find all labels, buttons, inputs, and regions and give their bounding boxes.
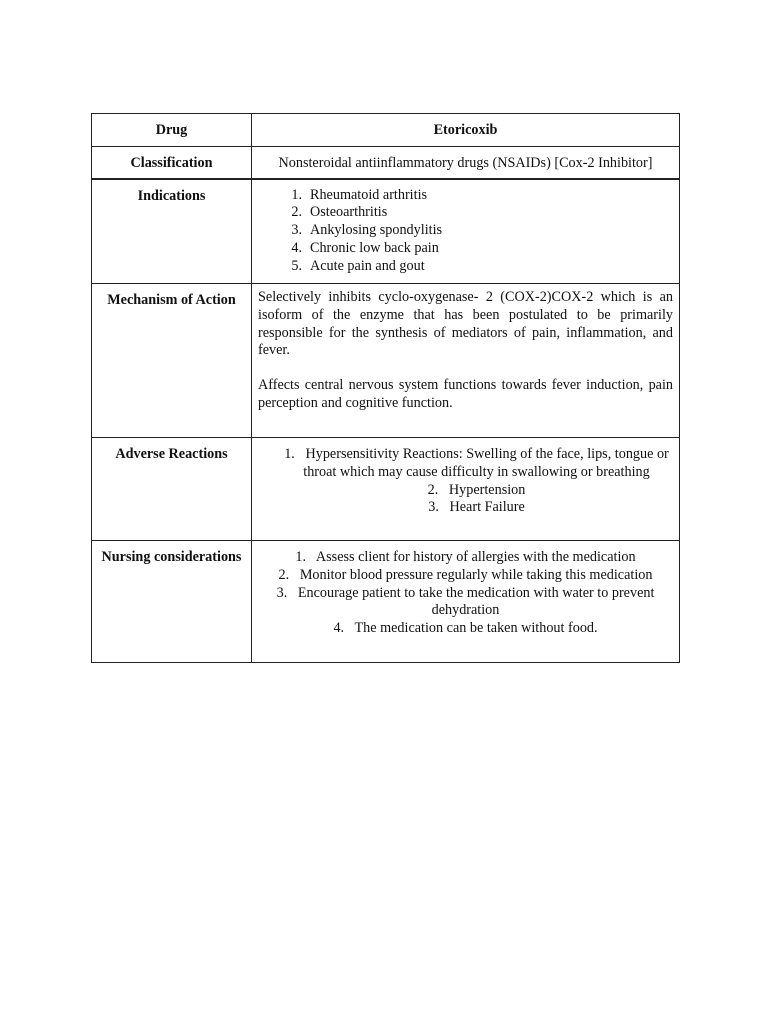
list-item xyxy=(282,499,671,517)
value-cell-nursing xyxy=(252,541,680,663)
item-number: 1. xyxy=(295,549,307,565)
row-indications xyxy=(92,179,680,284)
list-item xyxy=(260,549,671,567)
adverse-list xyxy=(252,438,679,517)
label-cell-indications xyxy=(92,179,252,284)
label-cell-nursing xyxy=(92,541,252,663)
item-text: Hypertension xyxy=(448,481,526,498)
list-item xyxy=(282,482,671,500)
mechanism-paragraph-2: Affects central nervous system functions towards fever induction, pain perception and cognitive function. xyxy=(258,377,673,411)
item-text: Chronic low back pain xyxy=(310,239,439,256)
list-item xyxy=(280,240,679,258)
item-text: Acute pain and gout xyxy=(310,257,425,274)
item-number: 1. xyxy=(291,186,302,203)
mechanism-label: Mechanism of Action xyxy=(107,292,236,308)
value-cell-classification xyxy=(252,147,680,179)
nursing-list xyxy=(252,541,679,638)
item-number: 2. xyxy=(278,566,290,583)
row-mechanism xyxy=(92,284,680,438)
item-number: 4. xyxy=(291,239,302,256)
item-number: 4. xyxy=(333,620,345,637)
value-cell-adverse xyxy=(252,438,680,541)
drug-name: Etoricoxib xyxy=(433,122,498,138)
row-nursing-considerations xyxy=(92,541,680,663)
list-item xyxy=(280,187,679,205)
item-text: Encourage patient to take the medication with water to prevent dehydration xyxy=(297,584,655,619)
item-text: Monitor blood pressure regularly while taking this medication xyxy=(299,566,653,583)
list-item xyxy=(260,567,671,585)
label-cell-adverse xyxy=(92,438,252,541)
row-classification xyxy=(92,147,680,179)
value-cell-indications xyxy=(252,179,680,284)
mechanism-paragraph-1: Selectively inhibits cyclo-oxygenase- 2 (COX-2)COX-2 which is an isoform of the enzyme that has been postulated to be primarily responsible for the synthesis of mediators of pain, inflammation, and fever. xyxy=(258,289,673,359)
value-cell-mechanism xyxy=(252,284,680,438)
item-text: Heart Failure xyxy=(449,499,525,516)
label-cell-drug xyxy=(92,114,252,147)
list-item xyxy=(282,446,671,482)
item-number: 3. xyxy=(276,584,288,601)
item-text: The medication can be taken without food. xyxy=(354,620,598,637)
item-text: Ankylosing spondylitis xyxy=(310,222,443,239)
drug-info-table xyxy=(91,113,680,663)
drug-label: Drug xyxy=(155,122,188,138)
list-item xyxy=(260,620,671,638)
item-text: Rheumatoid arthritis xyxy=(310,186,428,203)
list-item xyxy=(280,222,679,240)
item-number: 2. xyxy=(291,204,302,221)
item-text: Assess client for history of allergies with the medication xyxy=(315,549,636,565)
item-text: Osteoarthritis xyxy=(310,204,388,221)
list-item xyxy=(280,204,679,222)
item-number: 3. xyxy=(428,499,439,516)
list-item xyxy=(280,258,679,276)
label-cell-classification xyxy=(92,147,252,179)
item-number: 3. xyxy=(291,222,302,239)
item-number: 2. xyxy=(427,481,439,498)
indications-label: Indications xyxy=(137,187,206,204)
row-drug xyxy=(92,114,680,147)
indications-list xyxy=(252,180,679,276)
item-text: Hypersensitivity Reactions: Swelling of the face, lips, tongue or throat which may cause difficulty in swallowing or breathing xyxy=(303,446,669,480)
item-number: 1. xyxy=(284,446,295,462)
label-cell-mechanism xyxy=(92,284,252,438)
value-cell-drug xyxy=(252,114,680,147)
list-item xyxy=(260,585,671,621)
nursing-label: Nursing considerations xyxy=(101,549,242,565)
classification-value: Nonsteroidal antiinflammatory drugs (NSAIDs) [Cox-2 Inhibitor] xyxy=(278,155,653,171)
row-adverse-reactions xyxy=(92,438,680,541)
classification-label: Classification xyxy=(130,155,213,171)
item-number: 5. xyxy=(291,257,302,274)
adverse-label: Adverse Reactions xyxy=(115,446,228,462)
